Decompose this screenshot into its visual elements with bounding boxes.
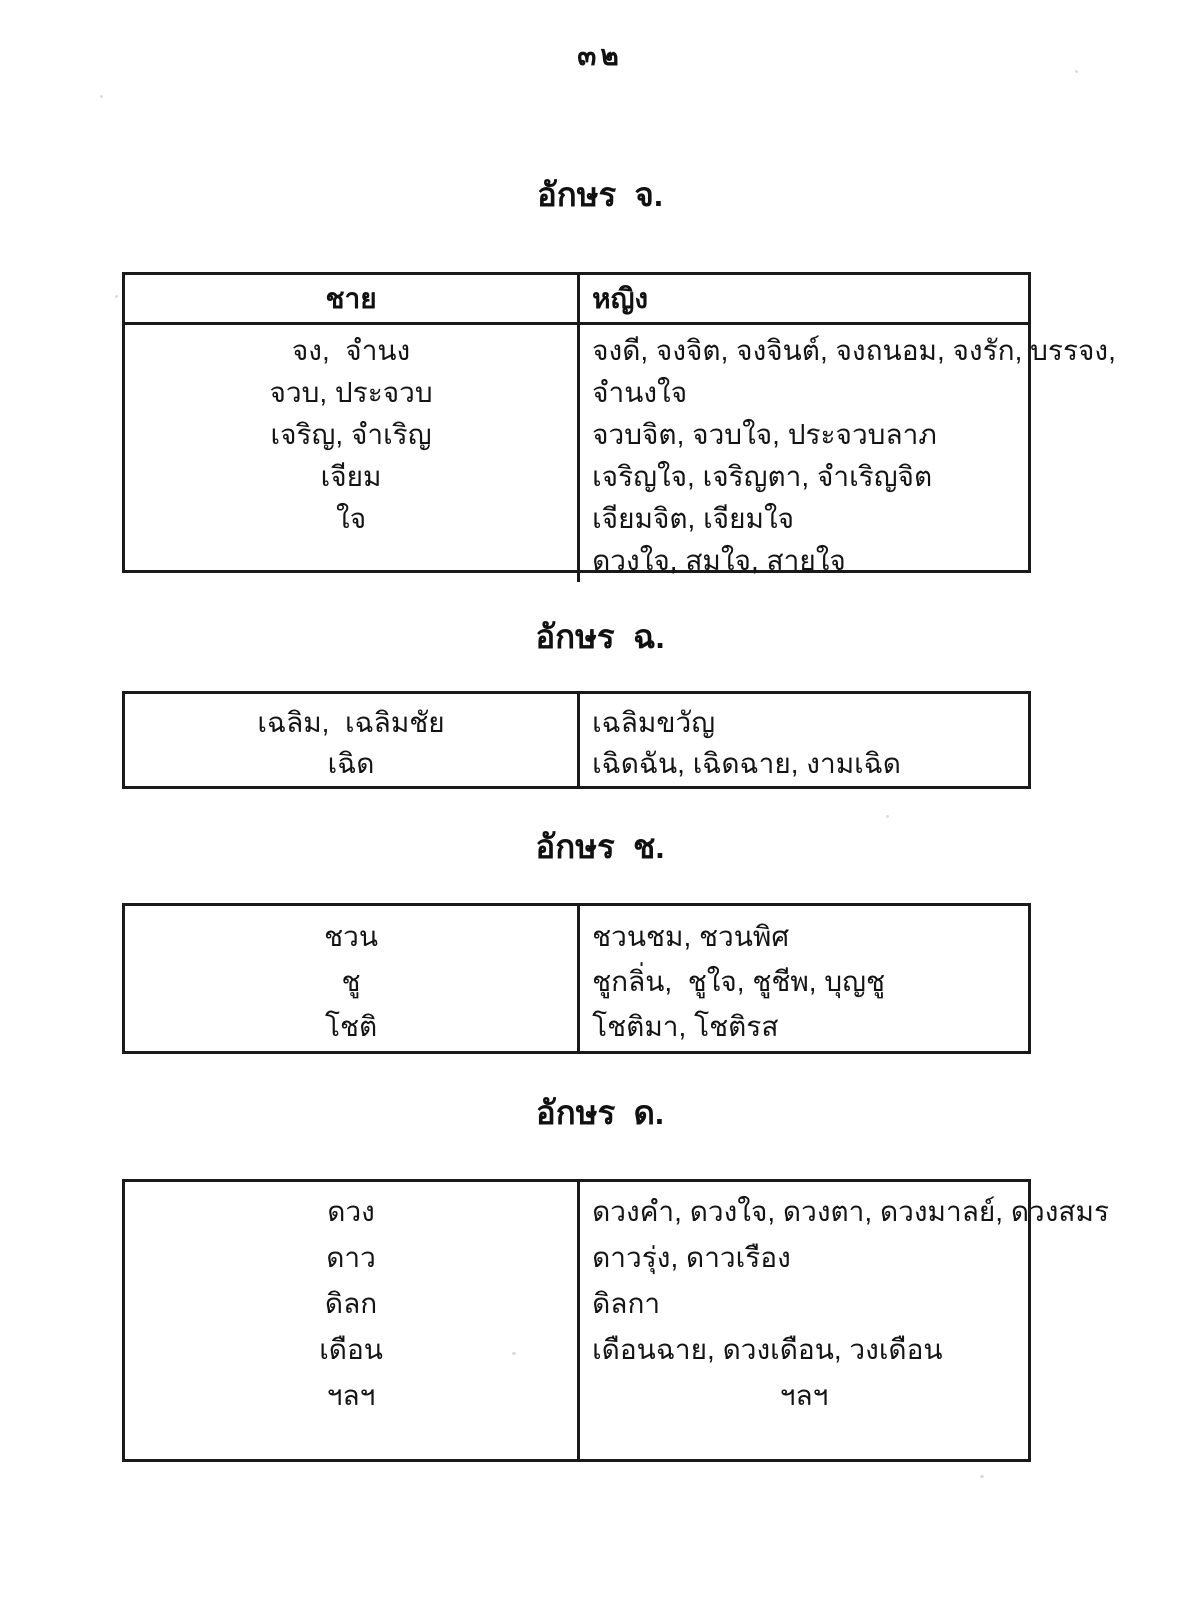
name-entry: โชติ: [324, 1011, 378, 1042]
male-names-column: [125, 694, 580, 786]
scan-speck: [1075, 70, 1078, 73]
name-entry: เดือน: [319, 1334, 383, 1365]
name-entry: ดาวรุ่ง, ดาวเรือง: [592, 1242, 791, 1273]
scan-speck: [980, 1475, 984, 1478]
name-entry: จำนงใจ: [592, 377, 688, 408]
page-number: ๓๒: [577, 40, 623, 71]
name-entry: ใจ: [336, 503, 367, 534]
column-header-female: หญิง: [592, 282, 649, 314]
name-entry: เจริญ, จำเริญ: [270, 419, 432, 450]
name-entry: เจียมจิต, เจียมใจ: [592, 503, 795, 534]
table-body: [125, 1182, 1110, 1459]
female-names-column: [580, 906, 1028, 1051]
section-header-dor-dek: อักษร ด.: [535, 1094, 665, 1131]
name-entry: จง, จำนง: [291, 335, 411, 366]
name-entry: เจียม: [320, 461, 382, 492]
name-entry: ฯลฯ: [326, 1380, 376, 1411]
column-header-male: ชาย: [125, 275, 580, 322]
table-body: [125, 325, 1116, 582]
name-entry: จงดี, จงจิต, จงจินต์, จงถนอม, จงรัก, บรรจง,: [592, 335, 1116, 366]
name-entry: ดิลก: [324, 1288, 378, 1319]
name-table-jor: [122, 272, 1116, 576]
name-entry: โชติมา, โชติรส: [592, 1011, 779, 1042]
name-entry: ดวงคำ, ดวงใจ, ดวงตา, ดวงมาลย์, ดวงสมร: [592, 1196, 1110, 1227]
name-entry: ชูกลิ่น, ชูใจ, ชูชีพ, บุญชู: [592, 966, 886, 997]
table-body: [125, 906, 1028, 1051]
section-header-jor: อักษร จ.: [536, 176, 664, 213]
name-entry: ดาว: [326, 1242, 376, 1273]
section-header-chor-ching: อักษร ฉ.: [535, 618, 665, 655]
table-body: [125, 694, 1028, 786]
name-table-chor-ching: [122, 691, 1031, 789]
name-entry: เฉลิม, เฉลิมชัย: [257, 707, 445, 738]
female-names-column: [580, 325, 1116, 582]
name-entry: เฉิดฉัน, เฉิดฉาย, งามเฉิด: [592, 748, 901, 779]
name-entry: ดวงใจ, สมใจ, สายใจ: [592, 545, 846, 576]
scan-speck: [512, 1352, 516, 1355]
name-entry: จวบ, ประจวบ: [269, 377, 433, 408]
name-entry: ดิลกา: [592, 1288, 661, 1319]
male-names-column: [125, 325, 580, 582]
male-names-column: [125, 906, 580, 1051]
name-table-dor-dek: [122, 1179, 1110, 1462]
table-header-row: [125, 275, 1028, 325]
scan-speck: [886, 815, 889, 818]
name-entry: ดวง: [327, 1196, 375, 1227]
name-entry: ฯลฯ: [779, 1380, 829, 1411]
name-entry: เจริญใจ, เจริญตา, จำเริญจิต: [592, 461, 933, 492]
name-entry: เฉิด: [327, 748, 375, 779]
male-names-column: [125, 1182, 580, 1459]
name-entry: เฉลิมขวัญ: [592, 707, 716, 738]
name-entry: ชวนชม, ชวนพิศ: [592, 921, 790, 952]
name-entry: จวบจิต, จวบใจ, ประจวบลาภ: [592, 419, 937, 450]
name-entry: ชู: [341, 966, 361, 997]
female-names-column: [580, 1182, 1110, 1459]
section-header-chor-chang: อักษร ช.: [535, 828, 665, 865]
name-entry: เดือนฉาย, ดวงเดือน, วงเดือน: [592, 1334, 943, 1365]
name-entry: ชวน: [324, 921, 378, 952]
name-table-chor-chang: [122, 903, 1031, 1054]
scan-speck: [100, 95, 103, 98]
scan-speck: [115, 295, 118, 298]
female-names-column: [580, 694, 1028, 786]
